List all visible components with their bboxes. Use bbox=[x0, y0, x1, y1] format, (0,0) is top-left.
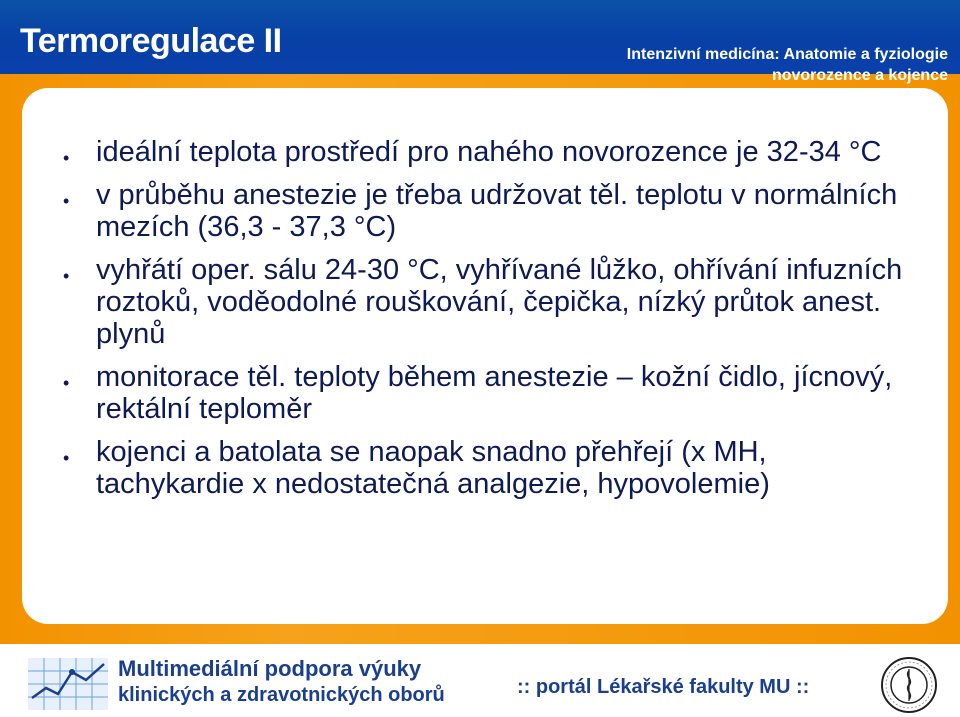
bullet-dot-icon: • bbox=[63, 148, 70, 168]
portal-link[interactable]: :: portál Lékařské fakulty MU :: bbox=[517, 676, 810, 698]
brand-line2: klinických a zdravotnických oborů bbox=[118, 684, 445, 706]
bullet-item bbox=[60, 136, 920, 168]
slide-title: Termoregulace II bbox=[20, 22, 282, 60]
bullet-dot-icon: • bbox=[63, 191, 70, 211]
university-seal-icon bbox=[880, 656, 938, 714]
medical-grid-logo-icon bbox=[28, 658, 108, 710]
bullet-dot-icon: • bbox=[63, 266, 70, 286]
bullet-dot-icon: • bbox=[63, 373, 70, 393]
bullet-text: vyhřátí oper. sálu 24-30 °C, vyhřívané lůžko, ohřívání infuzních roztoků, voděodolné rouškování, čepička, nízký průtok anest. plynů bbox=[96, 254, 903, 350]
bullet-item bbox=[60, 436, 920, 500]
bullet-list bbox=[60, 136, 920, 511]
bullet-item bbox=[60, 254, 920, 350]
bullet-text: monitorace těl. teploty během anestezie – kožní čidlo, jícnový, rektální teploměr bbox=[96, 361, 893, 425]
bullet-text: kojenci a batolata se naopak snadno přehřejí (x MH, tachykardie x nedostatečná analgezie, hypovolemie) bbox=[96, 436, 770, 500]
course-name: Intenzivní medicína: Anatomie a fyziologie novorozence a kojence bbox=[626, 46, 948, 84]
bullet-text: v průběhu anestezie je třeba udržovat těl. teplotu v normálních mezích (36,3 - 37,3 °C) bbox=[96, 179, 898, 243]
bullet-item bbox=[60, 179, 920, 243]
bullet-dot-icon: • bbox=[63, 448, 70, 468]
brand-line1: Multimediální podpora výuky bbox=[118, 656, 422, 681]
bullet-text: ideální teplota prostředí pro nahého novorozence je 32-34 °C bbox=[96, 136, 882, 168]
bullet-item bbox=[60, 361, 920, 425]
